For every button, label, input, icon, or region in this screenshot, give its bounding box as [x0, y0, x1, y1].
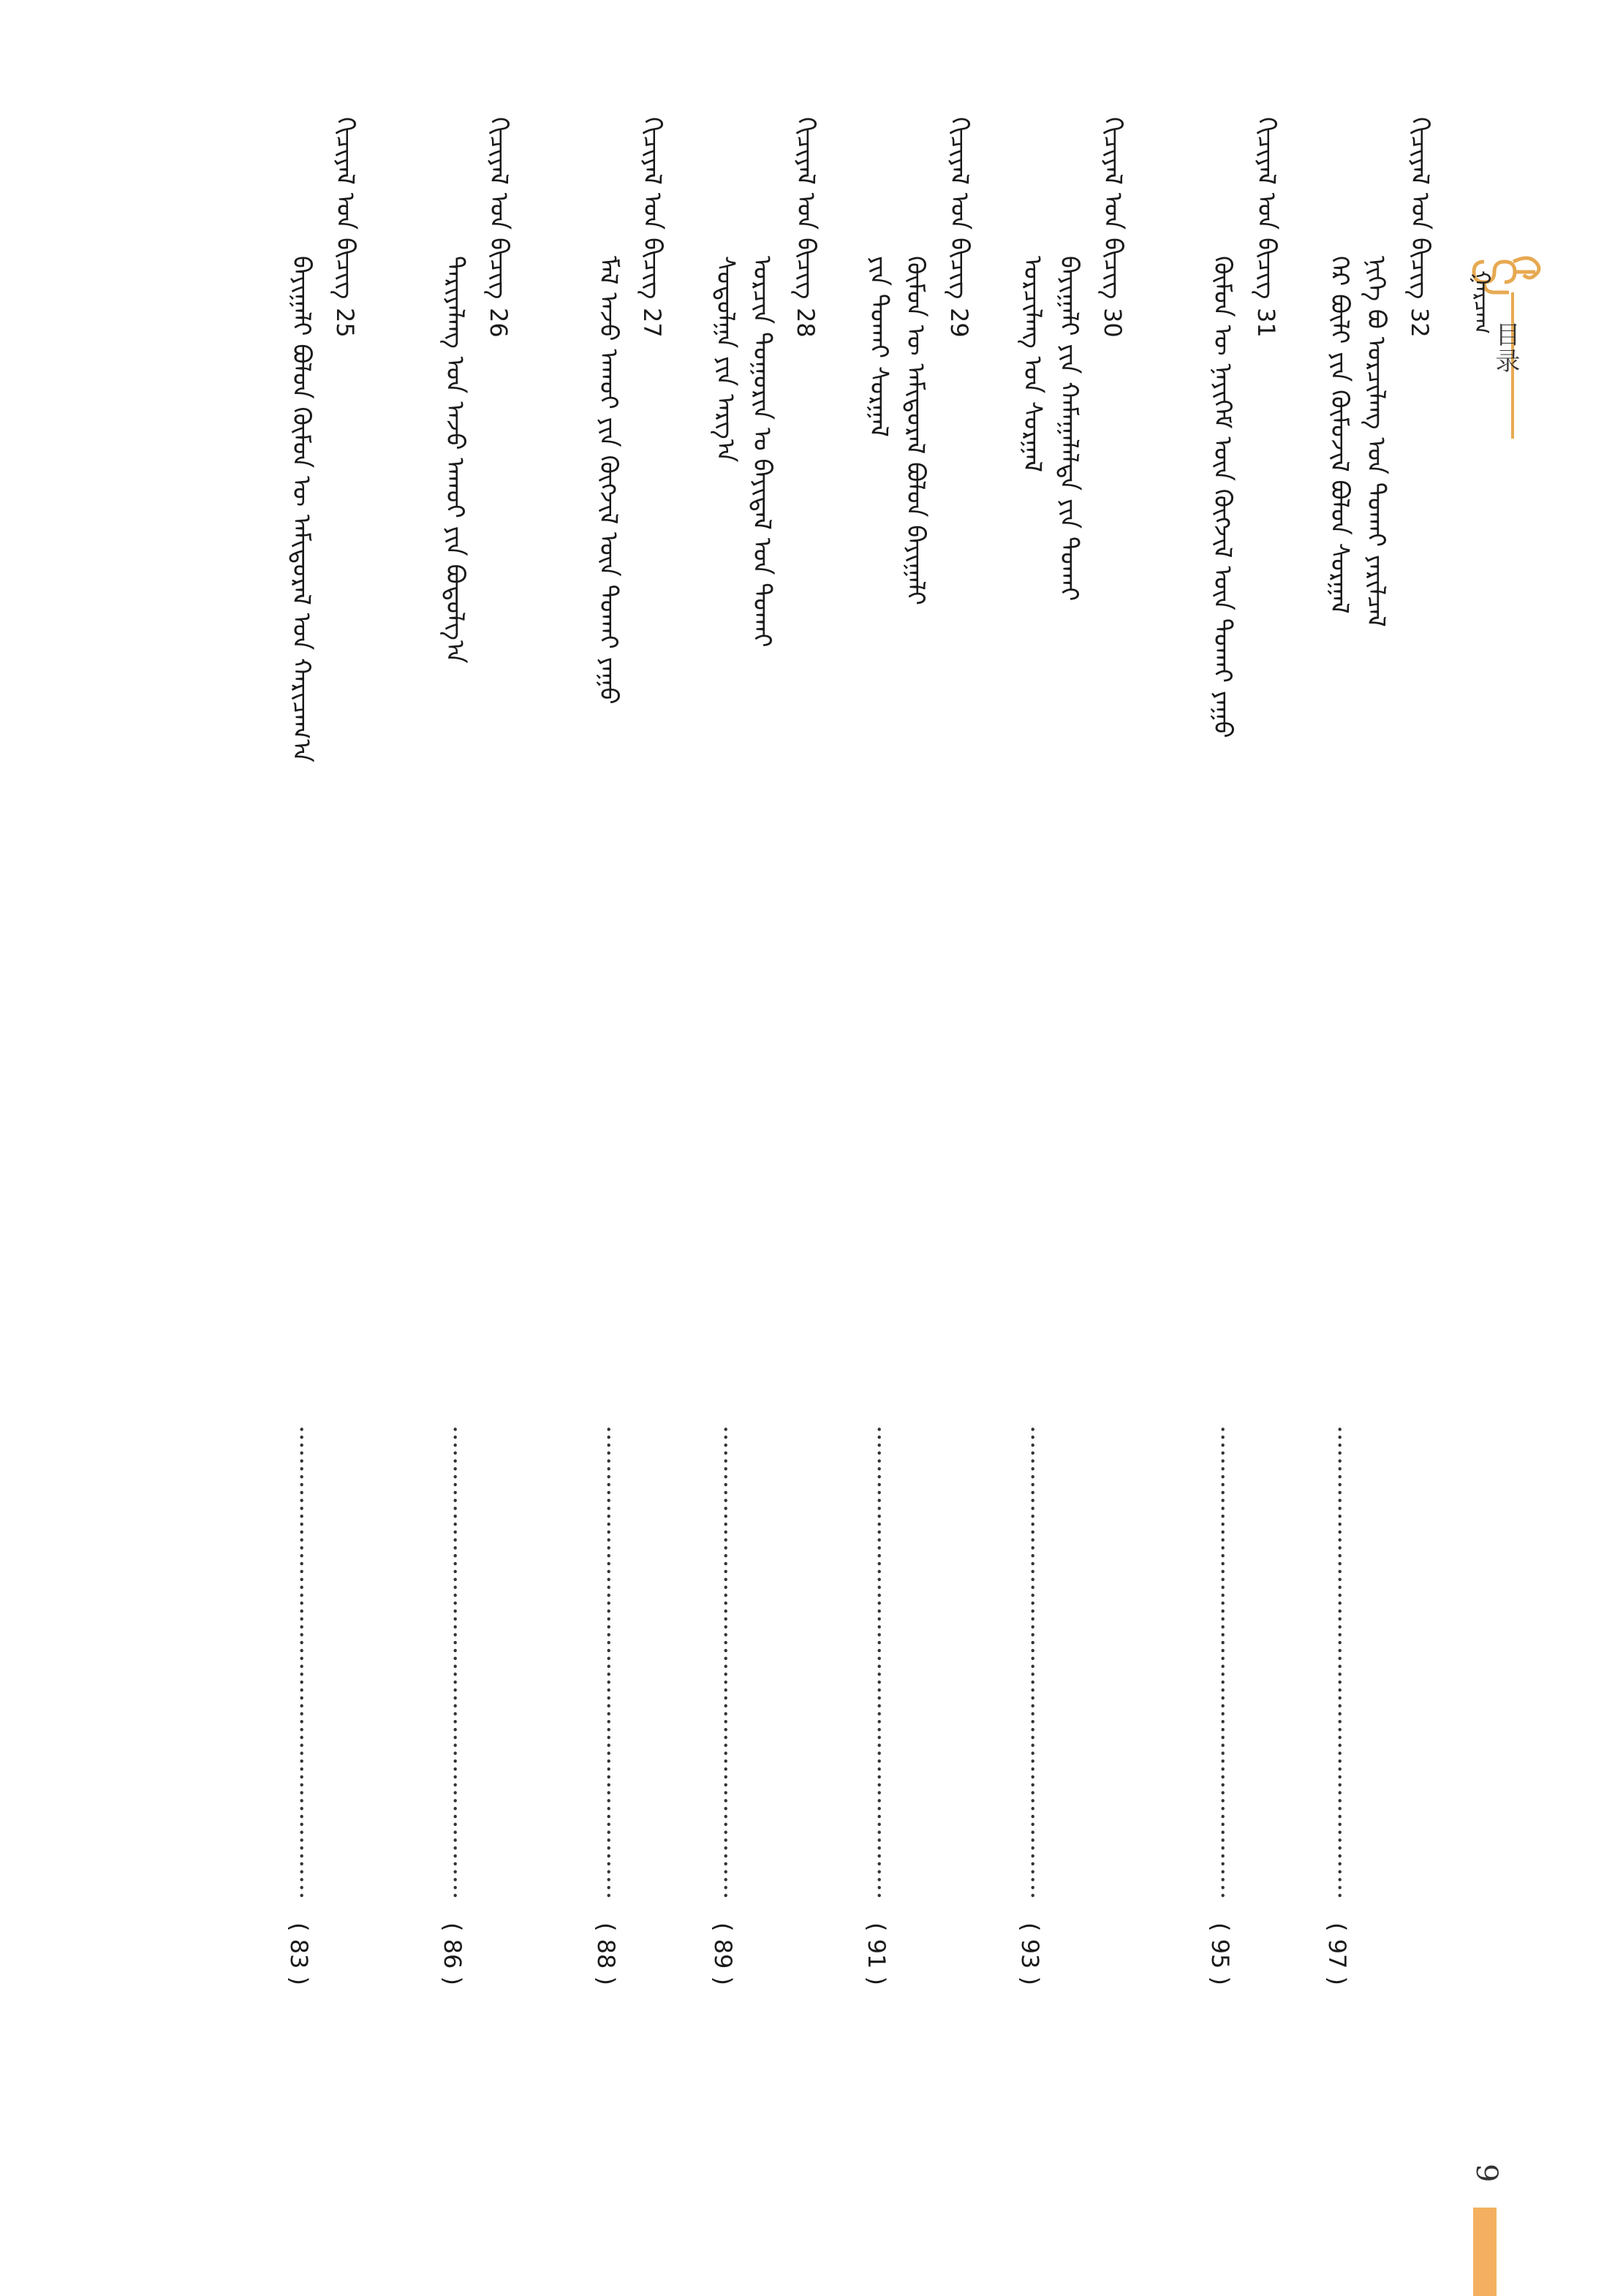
toc-entry-title-line: ᠰᠤᠳᠤᠯᠭᠠ ᠶᠢᠨ ᠠᠷᠭ᠎ᠠ	[711, 256, 740, 463]
toc-entry-title-line: ᠪᠠᠶᠢᠭᠠᠯᠢ ᠪᠣᠯᠤᠨ ᠬᠦᠮᠦᠨ ᠦ ᠠᠮᠢᠳᠤᠷᠠᠯ ᠤᠨ ᠬᠠᠷᠢᠴᠠᠭ᠎ᠠ	[287, 256, 316, 762]
header-title-cn: 目录	[1491, 322, 1520, 374]
toc-entry-title-line: ᠬᠦᠮᠦᠨ ᠦ ᠨᠡᠶᠢᠭᠡᠮ ᠦᠨ ᠬᠦᠭᠵᠢᠯ ᠦᠨ ᠲᠤᠬᠠᠢ ᠶᠠᠭᠤ	[1208, 256, 1237, 738]
toc-entry-label	[943, 117, 975, 338]
toc-entry-label-num: 25	[331, 308, 359, 338]
toc-entry-label-num: 32	[1406, 308, 1434, 338]
toc-entry-label	[636, 117, 668, 338]
toc-entry-title-line: ᠲᠠᠷᠢᠶᠠᠯᠠᠩ ᠤᠨ ᠠᠵᠤ ᠠᠬᠤᠢ ᠶᠢᠨ ᠪᠣᠳᠤᠯᠭ᠎ᠠ	[440, 256, 469, 664]
toc-page-ref: ( 91 )	[863, 1922, 890, 1986]
toc-leader-dots: ····························································	[711, 1425, 740, 1900]
toc-entry[interactable]	[702, 117, 820, 2061]
page-number: 9	[1469, 2164, 1503, 2183]
toc-entry-title-line: ᠬᠦᠮᠦᠨ ᠦ ᠠᠮᠢᠳᠤᠷᠠᠯ ᠪᠣᠯᠤᠨ ᠪᠠᠶᠢᠭᠠᠯᠢ	[901, 256, 930, 605]
toc-page-ref: ( 89 )	[709, 1922, 737, 1986]
toc-entry[interactable]	[855, 117, 974, 2061]
toc-entry-title-line: ᠣᠷᠴᠢᠨ ᠲᠣᠭᠣᠷᠢᠨ ᠤ ᠪᠠᠶᠢᠳᠠᠯ ᠤᠨ ᠲᠤᠬᠠᠢ	[747, 256, 776, 648]
toc-entry-label	[483, 117, 515, 338]
toc-entry-title-line: ᠮᠠᠯ ᠠᠵᠤ ᠠᠬᠤᠢ ᠶᠢᠨ ᠬᠥᠭᠵᠢᠯ ᠦᠨ ᠲᠤᠬᠠᠢ ᠶᠠᠭᠤ	[594, 256, 623, 705]
toc-entry[interactable]	[1162, 117, 1281, 2061]
toc-page-ref: ( 83 )	[285, 1922, 313, 1986]
page-tab	[1473, 2208, 1497, 2296]
toc-entry[interactable]	[395, 117, 513, 2061]
toc-leader-dots: ····························································	[594, 1425, 623, 1900]
toc-entry-label	[790, 117, 822, 338]
toc-page-ref: ( 86 )	[439, 1922, 466, 1986]
toc-entry[interactable]	[1009, 117, 1127, 2061]
toc-leader-dots: ····························································	[287, 1425, 316, 1900]
toc-entry-title-line: ᠣᠷᠴᠢᠯᠠᠩ ᠤᠨ ᠰᠤᠷᠭᠠᠯ	[1018, 256, 1047, 472]
toc-entry-label-num: 30	[1099, 308, 1127, 338]
toc-leader-dots: ····························································	[1325, 1425, 1354, 1900]
toc-leader-dots: ····························································	[864, 1425, 893, 1900]
toc-entry-label-num: 27	[638, 308, 666, 338]
toc-leader-dots: ····························································	[1018, 1425, 1047, 1900]
toc-entry-label	[329, 117, 361, 338]
toc-page-ref: ( 97 )	[1323, 1922, 1351, 1986]
toc-entry-title-line: ᠪᠠᠶᠢᠭᠠᠯᠢ ᠶᠢᠨ ᠬᠠᠮᠠᠭᠠᠯᠠᠯᠲᠠ ᠶᠢᠨ ᠲᠤᠬᠠᠢ	[1054, 256, 1083, 602]
toc-leader-dots: ····························································	[440, 1425, 469, 1900]
toc-entry-label	[1097, 117, 1129, 338]
toc-entry-title-line: ᠨᠢᠭᠡ ᠪᠣ ᠣᠷᠴᠢᠯᠠᠩ ᠤᠨ ᠲᠤᠬᠠᠢ ᠶᠠᠷᠢᠯᠴᠠᠯ	[1361, 256, 1391, 627]
toc-entry-title-line: ᠶᠢᠨ ᠲᠤᠬᠠᠢ ᠰᠤᠷᠭᠠᠯ	[864, 256, 893, 437]
toc-page-ref: ( 95 )	[1206, 1922, 1234, 1986]
toc-entry[interactable]	[548, 117, 667, 2061]
toc-entry-label-text: ᠬᠢᠴᠢᠶᠡᠯ ᠤᠨ ᠪᠢᠴᠢᠭ	[945, 117, 974, 300]
toc-entry-label-text: ᠬᠢᠴᠢᠶᠡᠯ ᠤᠨ ᠪᠢᠴᠢᠭ	[484, 117, 513, 300]
toc-entry-label-num: 26	[485, 308, 512, 338]
toc-entry-title-line: ᠭᠡᠷ ᠪᠦᠯᠢ ᠶᠢᠨ ᠬᠦᠮᠦᠵᠢᠯ ᠪᠣᠯᠤᠨ ᠰᠤᠷᠭᠠᠯ	[1325, 256, 1354, 614]
toc-entry-label-num: 28	[792, 308, 820, 338]
toc-entry-label-text: ᠬᠢᠴᠢᠶᠡᠯ ᠤᠨ ᠪᠢᠴᠢᠭ	[1405, 117, 1434, 300]
toc-entry-label-text: ᠬᠢᠴᠢᠶᠡᠯ ᠤᠨ ᠪᠢᠴᠢᠭ	[1098, 117, 1127, 300]
toc-entry-label-text: ᠬᠢᠴᠢᠶᠡᠯ ᠤᠨ ᠪᠢᠴᠢᠭ	[1252, 117, 1281, 300]
toc-entry-label-num: 29	[945, 308, 973, 338]
toc-page-ref: ( 88 )	[592, 1922, 620, 1986]
toc-entry-label-text: ᠬᠢᠴᠢᠶᠡᠯ ᠤᠨ ᠪᠢᠴᠢᠭ	[638, 117, 667, 300]
toc-entry-label-num: 31	[1252, 308, 1280, 338]
toc-entry-label-text: ᠬᠢᠴᠢᠶᠡᠯ ᠤᠨ ᠪᠢᠴᠢᠭ	[330, 117, 360, 300]
header-title-mn: ᠭᠠᠷᠴᠠᠭ	[1469, 270, 1494, 335]
toc-entry[interactable]	[241, 117, 360, 2061]
toc-page-ref: ( 93 )	[1016, 1922, 1044, 1986]
toc-leader-dots: ····························································	[1208, 1425, 1237, 1900]
table-of-contents	[175, 117, 1434, 2061]
toc-entry[interactable]	[1316, 117, 1434, 2061]
toc-entry-label-text: ᠬᠢᠴᠢᠶᠡᠯ ᠤᠨ ᠪᠢᠴᠢᠭ	[791, 117, 820, 300]
toc-entry-label	[1250, 117, 1282, 338]
toc-entry-label	[1404, 117, 1436, 338]
